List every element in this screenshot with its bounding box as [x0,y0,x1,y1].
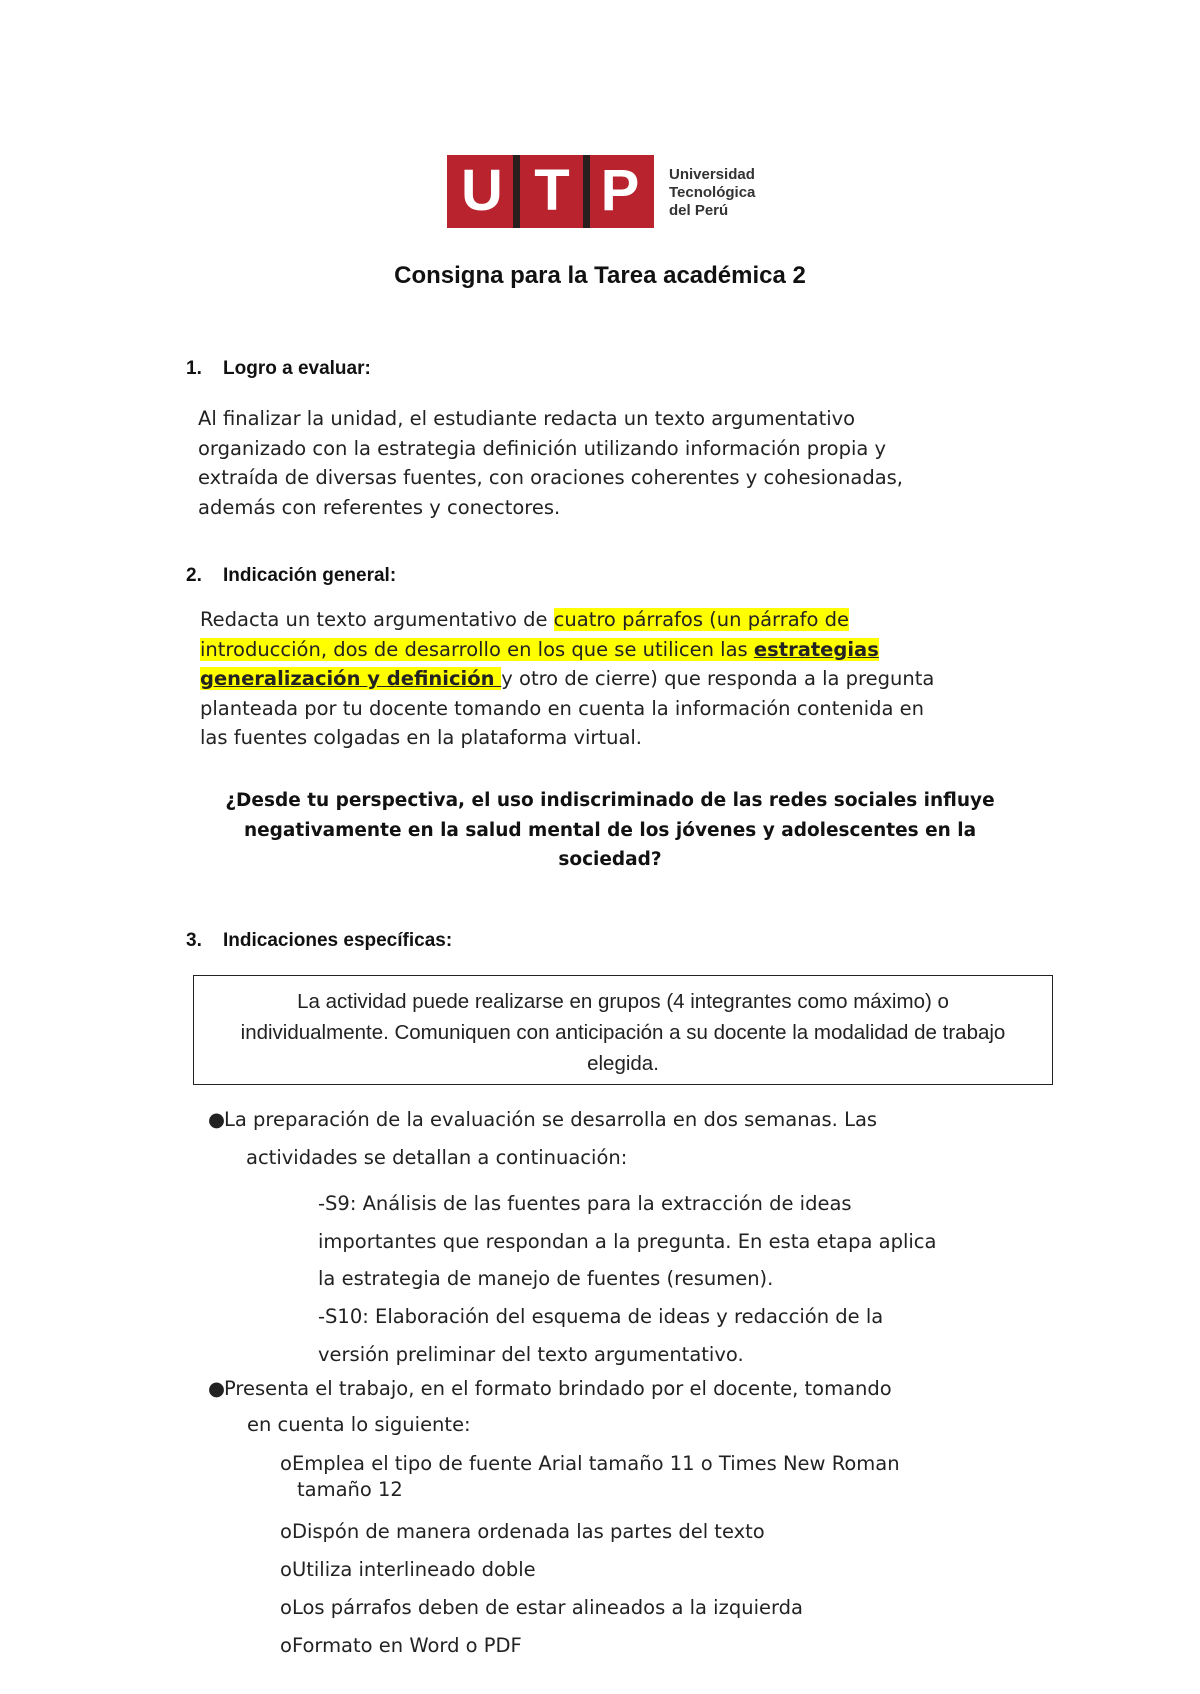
logo-letter-t: T [534,158,570,223]
question-line: sociedad? [558,849,662,870]
body-line: las fuentes colgadas en la plataforma virtual. [200,726,643,749]
logo-separator [583,155,590,228]
sub-list-item-text: Formato en Word o PDF [291,1634,522,1657]
logo-text-line: Tecnológica [669,184,756,201]
list-item [208,1108,1008,1131]
section-2-body [200,605,1080,753]
sub-list-item [280,1596,803,1619]
question-line: ¿Desde tu perspectiva, el uso indiscriminado de las redes sociales influye [225,790,995,811]
s9-block [318,1185,1028,1298]
list-item-text: La preparación de la evaluación se desarrolla en dos semanas. Las [224,1108,878,1131]
body-line: además con referentes y conectores. [198,495,561,519]
sub-list-item-text: Los párrafos deben de estar alineados a la izquierda [291,1596,803,1619]
guiding-question [190,786,1030,875]
sub-list-item [280,1634,522,1657]
list-item-continuation: actividades se detallan a continuación: [246,1146,628,1169]
section-3-heading [186,930,452,952]
list-item-text: Presenta el trabajo, en el formato brindado por el docente, tomando [224,1377,892,1400]
body-line: Al finalizar la unidad, el estudiante redacta un texto argumentativo [198,407,856,430]
sub-list-item-text: Emplea el tipo de fuente Arial tamaño 11 o Times New Roman [291,1452,900,1475]
bullet-icon: ● [208,1108,226,1131]
section-number: 1. [186,358,202,379]
page-title: Consigna para la Tarea académica 2 [394,262,806,289]
section-title: Indicación general: [223,565,397,586]
notice-box [193,975,1053,1085]
body-line: extraída de diversas fuentes, con oraciones coherentes y cohesionadas, [198,466,904,489]
notice-line: La actividad puede realizarse en grupos (4 integrantes como máximo) o [297,990,949,1013]
body-line [200,664,1080,694]
list-item-continuation: en cuenta lo siguiente: [247,1413,471,1436]
question-line: negativamente en la salud mental de los jóvenes y adolescentes en la [243,819,977,841]
sub-list-item [280,1558,536,1581]
body-line: -S9: Análisis de las fuentes para la extracción de ideas [318,1192,852,1215]
body-line: la estrategia de manejo de fuentes (resumen). [318,1267,774,1290]
utp-logo [447,155,767,228]
section-1-body [198,404,1038,522]
s10-block [318,1298,1028,1374]
section-1-heading [186,358,371,380]
body-line [200,605,1080,635]
highlighted-text: introducción, dos de desarrollo en los que se utilicen las [200,637,754,661]
sub-list-item-text: Utiliza interlineado doble [291,1558,536,1581]
logo-red-box [447,155,654,228]
body-line: -S10: Elaboración del esquema de ideas y redacción de la [318,1305,884,1328]
sub-bullet-icon: o [280,1596,292,1619]
bold-underlined-text: estrategias [753,637,879,661]
sub-bullet-icon: o [280,1520,292,1543]
logo-text-line: Universidad [669,166,755,183]
section-title: Logro a evaluar: [223,358,371,379]
sub-list-item-continuation: tamaño 12 [297,1478,403,1501]
sub-bullet-icon: o [280,1558,292,1581]
body-line: importantes que respondan a la pregunta. En esta etapa aplica [318,1229,937,1253]
section-number: 2. [186,565,202,586]
body-line: versión preliminar del texto argumentativo. [318,1343,744,1366]
body-line: planteada por tu docente tomando en cuenta la información contenida en [200,696,925,720]
section-number: 3. [186,930,202,951]
highlighted-text: cuatro párrafos (un párrafo de [553,608,850,631]
logo-wordmark [669,166,769,220]
logo-letter-p: P [600,158,640,223]
body-line [200,635,1080,665]
sub-bullet-icon: o [280,1634,292,1657]
sub-bullet-icon: o [280,1452,292,1475]
bold-underlined-text: generalización y definición [200,667,502,690]
list-item [208,1377,1028,1400]
logo-text-line: del Perú [669,202,729,219]
sub-list-item-text: Dispón de manera ordenada las partes del texto [291,1520,765,1543]
bullet-icon: ● [208,1377,226,1400]
section-2-heading [186,565,396,587]
section-title: Indicaciones específicas: [223,930,453,951]
body-line: organizado con la estrategia definición utilizando información propia y [198,436,887,460]
body-text: y otro de cierre) que responda a la pregunta [501,667,935,690]
notice-line: elegida. [587,1052,659,1075]
notice-line: individualmente. Comuniquen con anticipación a su docente la modalidad de trabajo [240,1021,1006,1044]
body-text: Redacta un texto argumentativo de [200,608,554,631]
logo-letter-u: U [461,158,503,223]
logo-separator [513,155,520,228]
sub-list-item [280,1520,765,1543]
sub-list-item [280,1452,1080,1475]
